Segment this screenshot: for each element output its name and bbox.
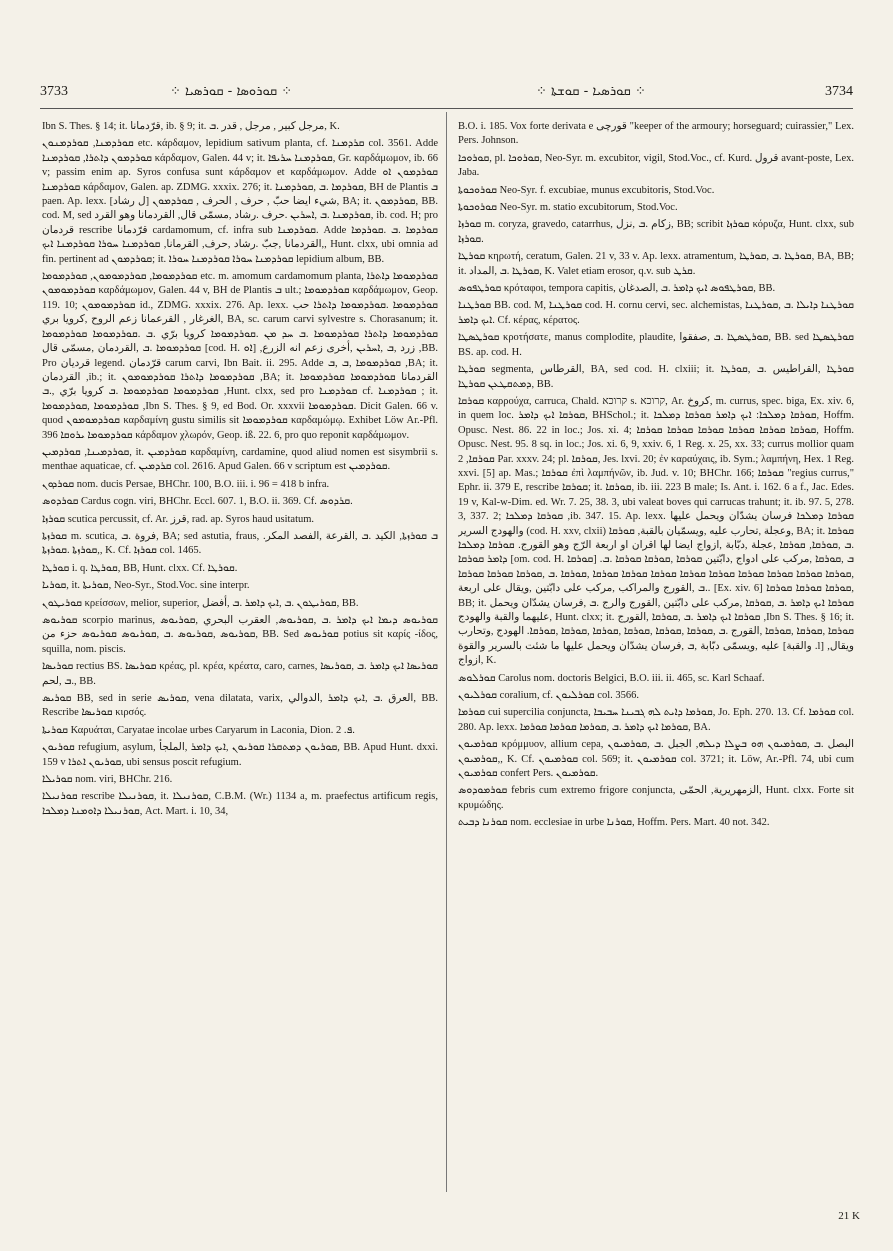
dictionary-entry: ܩܘܪܢܐ ܕܒܝܬ nom. ecclesiae in urbe ܩܘܪܢܐ, Hoffm. Pers. Mart. 40 not. 342.	[458, 817, 770, 829]
running-header	[40, 84, 853, 108]
dictionary-entry: ܩܘܪܩܐ καρρούχα, carruca, Chald. קרוכא s. קרוכא, Ar. كروخ, m. currus, spec. biga, Ex. xiv. 6, in quem loc. ܩܘܪܩܐ ܐܝܟ ܕܐܡܪ, BHSchol.; it. ܩܘܪܩܐ ܕܡܠܟܐ: ܐܝܟ ܕܐܡܪ ܩܘܪܩܐ ܕܡܠܟܐ, Hoffm. Opusc. Nest. 86. 22 in loc.; Jos. xi. 4; ܩܘܪܩܐ ܩܘܪܩܐ ܩܘܪܩܐ ܩܘܪܩܐ ܩܘܪܩܐ ܩܘܪܩܐ, Hoffm. Opusc. Nest. 95. 8 sq. in loc.; Jos. xi. 6, 9, xxiv. 6, 1 Reg. x. 25, xx. 33; currus mollior quam ܩܘܪܩܐ, 2 Par. xxxv. 24; pl. ܩܘܪܩܐ, Jes. lxvi. 20; ἐν καραύχαις, ib. Sym.; λαμπήνη, Hex. 1 Reg. xxvi. [5] ap. Mas.; ܩܘܪܩܐ ἐπὶ λαμπήνῶν, ib. Jud. v. 10; BHChr. 166; ܩܘܪܩܐ "regius currus," Ephr. ii. 379 E, rescribe ܩܘܪܩܐ; it. ܩܘܪܩܐ, ib. iii. 223 B male; Is. Ant. i. 162. 6 a f., Jac. Edes. 19 v, Kal-w-Dim. ed. Wr. 7. 25, 38. 3, ubi valeat boves qui carrucas trahunt; it. ib. 97. 5, 278. 3, 337. 2; ܩܘܪܩܐ ܕܡܠܟܐ ,ib. 347. 15. Ap. lexx. ܩܘܪܩܐ ܕܡܠܟܐ فرسان يشدّان ويحمل عليها والهودج السرير (cod. H. xxv, clxii) وعجلة ,تحارب عليه ,ويسمّيان بالقبة, ܩܘܪܩܐ, BA; it. ܩܘܪܩܐ .ܒ ,ܩܘܪܩܐ, ܩܘܪܩܐ ,عجلة ,دبّابة ,ازواج ايضا لها اقران او اربعة الرّج وهو القورج. ܩܘܪܩܐ ܕܡܠܟܐ ܕܐܡܪ ܩܘܪܩܐ [om. cod. H. ܩܘܪܩܐ] .ܒ ,ܩܘܪܩܐ ,مركب على ادواج ,دابّتين ܩܘܪܩܐ ,ܩܘܪܩܐ ܩܘܪܩܐ .ܒ ,ܩܘܪܩܐ ܩܘܪܩܐ ܩܘܪܩܐ ܩܘܪܩܐ ܩܘܪܩܐ ܩܘܪܩܐ ܩܘܪܩܐ ܩܘܪܩܐ ܩܘܪܩܐ ,ܩܘܪܩܐ .ܒ ,ܩܘܪܩܐ ܩܘܪܩܐ ܩܘܪܩܐ .ܒ ,القورج والمراكب ,مركب على دابّتين ,ويقال على اربعة. [Ex. xiv. 6] ܩܘܪܩܐ ܩܘܪܩܐ ܩܘܪܩܐ, BB; it. ܩܘܪܩܐ ܐܝܟ ܕܐܡܪ .ܒ ,ܩܘܪܩܐ ,مركب على دابّتين ,القورج والرج .ܒ ,فرسان يشدّان ويحمل عليهما والقبة والهودج, Hunt. clxx; it. ܩܘܪܩܐ ܐܝܟ ܕܐܡܪ .ܒ ,ܩܘܪܩܐ ,القورج ,Ibn S. Thes. § 16; it. ܩܘܪܩܐ ,ܩܘܪܩܐ ,ܩܘܪܩܐ ,القورج .ܒ ,ܩܘܪܩܐ ,ܩܘܪܩܐ ,ܩܘܪܩܐ ,ܩܘܪܩܐ ,ܩܘܪܩܐ ,ܩܘܪܩܐ. الهودج ,وتحارب عليه ,ويسمّى دبّابة ,ܒ ,فرسان يشدّان ويحمل عليها ما شئت بالسرير والقوة [والقبة .l] ,ويقال ازواج, K.	[458, 395, 854, 667]
dictionary-entry: ܩܘܪܕܡܝܢܐ, ܩܘܪܕܡܝܢ, it. ܩܘܪܕܡܝܢ καρδαμίνη, cardamine, quod aliud nomen est sisymbrii s. menthae aquaticae, cf. ܩܪܕܡܝܢ col. 2616. Apud Galen. 66 v scriptum est ܩܘܪܕܡܝܢ.	[42, 446, 438, 473]
left-running-title: ⁘ ܩܘܪܘܣܐ - ܩܘܪܣܝܐ ⁘	[170, 84, 293, 99]
dictionary-entry: ܩܘܪܝܘܣ scorpio marinus, ܩܘܪܝܘܣ ܕܝܡܐ ܐܝܟ ܕܐܡܪ .ܒ ,ܩܘܪܝܘܣ, العقرب البحري ,ܩܘܪܝܘܣ ܩܘܪܝܘܣ ,ܩܘܪܝܘܣ .ܒ ,ܩܘܪܝܘܣ ܩܘܪܝܘܣ حزء من, BB. Sed ܩܘܪܝܘܣ potius sit καρίς -ίδος, squilla, nom. piscis.	[42, 615, 438, 655]
dictionary-entry: ܩܘܪܛܢܐ BB. cod. M, ܩܘܪܛܢܐ cod. H. cornu cervi, sec. alchemistas, ܩܘܪܛܢܐ ܕܐܝܠܐ .ܒ ,ܩܘܪܛܢܐ ܐܝܟ ܕܐܡܪ. Cf. κέρας, κέρατος.	[458, 300, 854, 326]
header-rule	[40, 108, 853, 109]
right-column	[458, 120, 854, 1190]
dictionary-entry: ܩܘܪܝܘܢ refugium, asylum, ܩܘܪܝܘܢ ܕܡܬܩܪܐ ܩܘܪܝܘܢ ,ܐܝܟ ܕܐܡܪ ,الملجأ, BB. Apud Hunt. dxxi. 159 v ܩܘܪܝܘܢ ܐܬܪܐ, ubi sensus poscit refugium.	[42, 742, 438, 768]
dictionary-entry: ܩܘܪܘܟܘܬܐ Neo-Syr. f. excubiae, munus excubitoris, Stod.Voc.	[458, 184, 715, 196]
dictionary-entry: ܩܘܪܡܝܘܢ κρόμμυον, allium cepa, البصل .ܒ ,ܩܘܪܡܝܘܢ ܗܘ ܒܨܠܐ ܕܝܠܗ, الجبل .ܒ ,ܩܘܪܡܝܘܢ ,ܩܘܪܡܝܘܢ, K. Cf. ܩܘܪܡܝܘܢ col. 569; it. ܩܘܪܡܝܘܢ col. 3721; it. Löw, Ar.-Pfl. 74, ubi cum ܩܘܪܡܝܘܢ confert Pers. ܩܘܪܡܝܘܢ.	[458, 739, 854, 780]
dictionary-entry: ܩܘܪܠܘܣ Carolus nom. doctoris Belgici, B.O. iii. ii. 465, sc. Karl Schaaf.	[458, 672, 765, 684]
dictionary-entry: ܩܘܪܝܣ BB, sed in serie ܩܘܪܝܣ, vena dilatata, varix, العرق .ܒ ,ܐܝܟ ܕܐܡܪ ,الدوالي, BB. Rescribe ܩܘܪܝܣܐ κιρσός.	[42, 693, 438, 719]
left-page-number: 3733	[40, 84, 68, 99]
dictionary-entry: ܩܘܪܢܝܠܐ rescribe ܩܘܪܢܝܠܐ, it. ܩܘܪܢܝܠܐ, C.B.M. (Wr.) 1134 a, m. praefectus artificum regis, ܩܘܪܢܝܠܐ ܕܐܘܡܢܐ ܕܡܠܟܐ, Act. Mart. i. 10, 34,	[42, 791, 438, 817]
dictionary-entry: ܩܘܪܡܘܕܘܣ febris cum extremo frigore conjuncta, الزمهريرية, الحمّى, Hunt. clxx. Forte sit κρυμώδης.	[458, 785, 854, 811]
dictionary-entry: ܩܘܪܛܐ i. q. ܩܘܪܛܐ, BB, Hunt. clxx. Cf. ܩܘܪܛܐ.	[42, 562, 238, 574]
printer-signature: 21 K	[838, 1210, 860, 1222]
left-column	[42, 120, 438, 1190]
dictionary-entry: ܩܘܪܕܡܢܐ, ܩܘܪܕܡܢܘܢ etc. κάρδαμον, lepidium sativum planta, cf. ܩܪܕܡܢܐ col. 3561. Adde ܩܘܪܕܡܘܢ ܕܐܬܪܐ, ܩܘܪܕܡܢܐ κάρδαμον, Galen. 44 v; it. ܩܘܪܕܡܢܐ ܚܪܝܦܐ, Gr. καρδάμωμον, ib. 66 v; passim enim ap. Syros confusa sunt κάρδαμον et καρδάμωμον. Adde ܩܘܪܕܡܘܢ ܐܘ ܩܘܪܕܡܢܐ κάρδαμον, Galen. ap. ZDMG. xxxix. 276; it. ܩܘܪܕܡܐ .ܒ ,ܩܘܪܕܡܢܐ, BH de Plantis ܒ paen. Ap. lexx. [ل رشاد] شيء ايضا حبّ , حرف , الحرف , ܩܘܪܕܡܘܢ, BA; it. ܩܘܪܕܡܘܢ, BB. cod. M, sed ܩܘܪܕܡܢܐ .ܒ ,ܐܚܪܝܢ .حرف .رشاد ,مسمّى قال, القردمانا وهو القرد, ib. cod. H; pro قردمان rescribe قرّدمانا cardamomum, cf. infra sub ܩܘܪܕܡܢܐ. Adde ܩܘܪܕܡܐ .ܒ .ܩܘܪܕܡܐ ,القردمانا ,جبّ .رشاد ,حرف, القرمانا, ܩܘܪܕܡܢܐ ܚܘܪܐ ܩܘܪܕܡܢܐ ܐܝܟ, Hunt. clxx, ubi omnia ad fin. pertinent ad ܩܘܪܕܡܘܢ; it. ܩܘܪܕܡܢܐ ܚܘܪܐ ܩܘܪܕܡܢܐ ܚܘܪܐ lepidium album, BB.	[42, 138, 438, 265]
dictionary-entry: ܩܘܪܛܦܘܣ κρόταφοι, tempora capitis, ܩܘܪܛܦܘܣ ܐܝܟ ܕܐܡܪ .ܒ ,الصدغان, BB.	[458, 283, 776, 295]
dictionary-entry: ܩܘܪܝܛܘܢ κρείσσων, melior, superior, ܩܘܪܝܛܘܢ .ܒ ,ܐܝܟ ܕܐܡܪ .ܒ ,أفضل, BB.	[42, 597, 359, 609]
dictionary-entry: ܩܘܪܝܬܐ Καρυάται, Caryatae incolae urbes Caryarum in Laconia, Dion. ܦ. 2.	[42, 724, 355, 736]
dictionary-entry: ܩܘܪܘܟܐ, pl. ܩܘܪܘܟܐ, Neo-Syr. m. excubitor, vigil, Stod.Voc., cf. Kurd. قرول avant-poste, Lex. Jaba.	[458, 152, 854, 179]
dictionary-entry: ܩܘܪܡܐ cui supercilia conjuncta, ܩܘܪܡܐ ܕܐܝܬ ܠܗ ܓܒܝܢܐ ܚܒܝܒܐ, Jo. Eph. 270. 13. Cf. ܩܘܪܡܐ col. 280. Ap. lexx. ܩܘܪܡܐ ܐܝܟ ܕܐܡܪ .ܒ ,ܩܘܪܡܐ ܩܘܪܡܐ ܩܘܪܡܐ, BA.	[458, 707, 854, 733]
column-divider	[446, 112, 447, 1192]
dictionary-entry: ܩܘܪܕܘܢ nom. ducis Persae, BHChr. 100, B.O. iii. i. 96 = 418 b infra.	[42, 478, 330, 490]
dictionary-entry: B.O. i. 185. Vox forte derivata e قورچی "keeper of the armoury; horseguard; cuirassier," Lex. Pers. Johnson.	[458, 121, 854, 147]
dictionary-entry: ܩܘܪܛܣܛܐ κροτήσατε, manus complodite, plaudite, ܩܘܪܛܣܛܐ .ܒ ,صفقوا, BB. sed ܩܘܪܛܣܛܐ BS. ap. cod. H.	[458, 332, 854, 358]
dictionary-entry: ܩܘܪܙܐ scutica percussit, cf. Ar. قرز, rad. ap. Syros haud usitatum.	[42, 513, 315, 525]
dictionary-entry: ܩܘܪܛܐ κηρωτή, ceratum, Galen. 21 v, 33 v. Ap. lexx. atramentum, ܩܘܪܛܐ .ܒ ,ܩܘܪܛܐ, BA, BB; it. ܩܘܪܛܐ .ܒ ,المداد, K. Valet etiam erosor, q.v. sub ܩܪܛ.	[458, 251, 854, 277]
dictionary-entry: ܩܘܪܛܐ segmenta, القرطاس, BA, sed cod. H. clxiii; it. ܩܘܪܛܐ ,القراطيس .ܒ ,ܩܘܪܛܐ ܕܡܬܩܛܥܢ ܩܘܪܛܐ, BB.	[458, 364, 854, 390]
dictionary-entry: ܩܘܪܕܘܣ Cardus cogn. viri, BHChr. Eccl. 607. 1, B.O. ii. 369. Cf. ܩܪܕܘܣ.	[42, 496, 353, 508]
right-running-title: ⁘ ܩܘܪܣܝܐ - ܩܘܫܬܐ ⁘	[536, 84, 646, 99]
dictionary-entry: ܩܘܪܝܣܐ rectius BS. ܩܘܪܝܣܐ κρέας, pl. κρέα, κρέατα, caro, carnes, ܩܘܪܝܣܐ ܐܝܟ ܕܐܡܪ .ܒ ,ܩܘܪܝܣܐ .ܒ ,لحم, BB.	[42, 661, 438, 687]
dictionary-entry: ܩܘܪܝܠܐ nom. viri, BHChr. 216.	[42, 774, 173, 786]
dictionary-entry: ܩܘܪܝܐ, it. ܩܘܪܝܬܐ, Neo-Syr., Stod.Voc. sine interpr.	[42, 580, 250, 592]
right-page-number: 3734	[825, 84, 853, 99]
dictionary-entry: ܩܘܪܘܟܘܬܐ Neo-Syr. m. statio excubitorum, Stod.Voc.	[458, 202, 678, 214]
dictionary-entry: ܩܘܪܕܡܘܡܐ, ܩܘܪܕܡܘܡܘܢ, ܩܘܪܕܡܘܡܐ etc. m. amomum cardamomum planta, ܩܘܪܕܡܘܡܐ ܕܐܬܪܐ ܩܘܪܕܡܘܡܘܢ καρδάμωμον, Galen. 44 v, BH de Plantis ܒ ult.; ܩܘܪܕܡܘܡܐ καρδάμωμον, Geop. 119. 10; ܩܘܪܕܡܘܡܘܢ id., ZDMG. xxxix. 276. Ap. lexx. ܩܘܪܕܡܘܡܐ .ܩܘܪܕܡܘܡܐ ܕܐܬܪܐ حب الغرغار , القرعمانا زعم الروح ,كرويا بري, BA, sc. carum carvi sylvestre s. Chorasanum; it. ܩܘܪܕܡܘܡܐ ܕܐܬܪܐ ܩܘܪܕܡܘܡܐ .ܒ ܚܕ ܡܢ .ܩܘܪܕܡܘܡܐ كرويا برّي .ܒ .ܩܘܪܕܡܘܡܐ ܩܘܪܕܡܘܡܐ ܩܘܪܕܡܘܡܐ .ܒ ,القردمان ,مسمّى قال [cod. H. ܐܘ] ,زرد ,ܒ ,ܐܚܪܝܢ ,أخرى زعم انه الزرع ,BB. Pro قرديان legend. قرّدمان carum carvi, Ibn Bait. ii. 295. Adde ܩܘܪܕܡܘܡܐ ,ܒ ,ܒ ,BA; it. القردمان ,ib.; it. ܩܘܪܕܡܘܡܐ ܕܐܬܪܐ ܩܘܪܕܡܘܡܘܢ ,BA; it. القردمانا ܩܘܪܕܡܘܡܐ ܩܘܪܕܡܘܡܐ ܩܘܪܕܡܘܡܐ ܩܘܪܕܡܘܡܐ .ܒ كرويا برّي ,.ܒ ,Hunt. clxx, sed pro ܩܘܪܕܡܢܐ cf. ܩܘܪܕܡܢܐ ; it. ܩܘܪܕܡܘܡܐ ,ܩܘܪܕܡܘܡܐ ,Ibn S. Thes. § 9, ed Bod. Or. xxxvii ܩܘܪܕܡܘܡܐ. Dicit Galen. 66 v. quod ܩܘܪܕܡܘܡܘܢ καρδαμίνη gustu similis sit ܩܘܪܕܡܘܡܐ καρδαμώμῳ. Exhibet Löw Ar.-Pfl. 396 ܩܘܪܕܡܘܡܐ ܝܪܘܩܐ κάρδαμον χλωρόν, Geop. iß. 22. 6, pro quo reponit καρδάμωμον.	[42, 271, 438, 441]
dictionary-entry: ܩܘܪܠܝܘܢ coralium, cf. ܩܘܪܠܝܘܢ col. 3566.	[458, 690, 639, 702]
dictionary-entry: ܩܘܪܙܐ m. coryza, gravedo, catarrhus, زكام .ܒ ,نزل, BB; scribit ܩܘܪܙܐ κόρυζα, Hunt. clxx, sub ܩܘܪܙܐ.	[458, 219, 854, 245]
dictionary-entry: ܩܘܪܙܬܐ m. scutica, فروة .ܒ, BA; sed astutia, fraus, .ܒ ܩܘܪܙܬܐ, الكيد .ܒ ,القرعة ,الفصد المكر ,ܩܘܪܙܬܐ .ܩܘܪܙܬܐ, K. Cf. ܩܘܪܙܐ col. 1465.	[42, 530, 438, 557]
dictionary-entry: Ibn S. Thes. § 14; it. قرّدمانا, ib. § 9; it. مرجل كبير , مرجل , قدر .ܒ, K.	[42, 121, 340, 132]
